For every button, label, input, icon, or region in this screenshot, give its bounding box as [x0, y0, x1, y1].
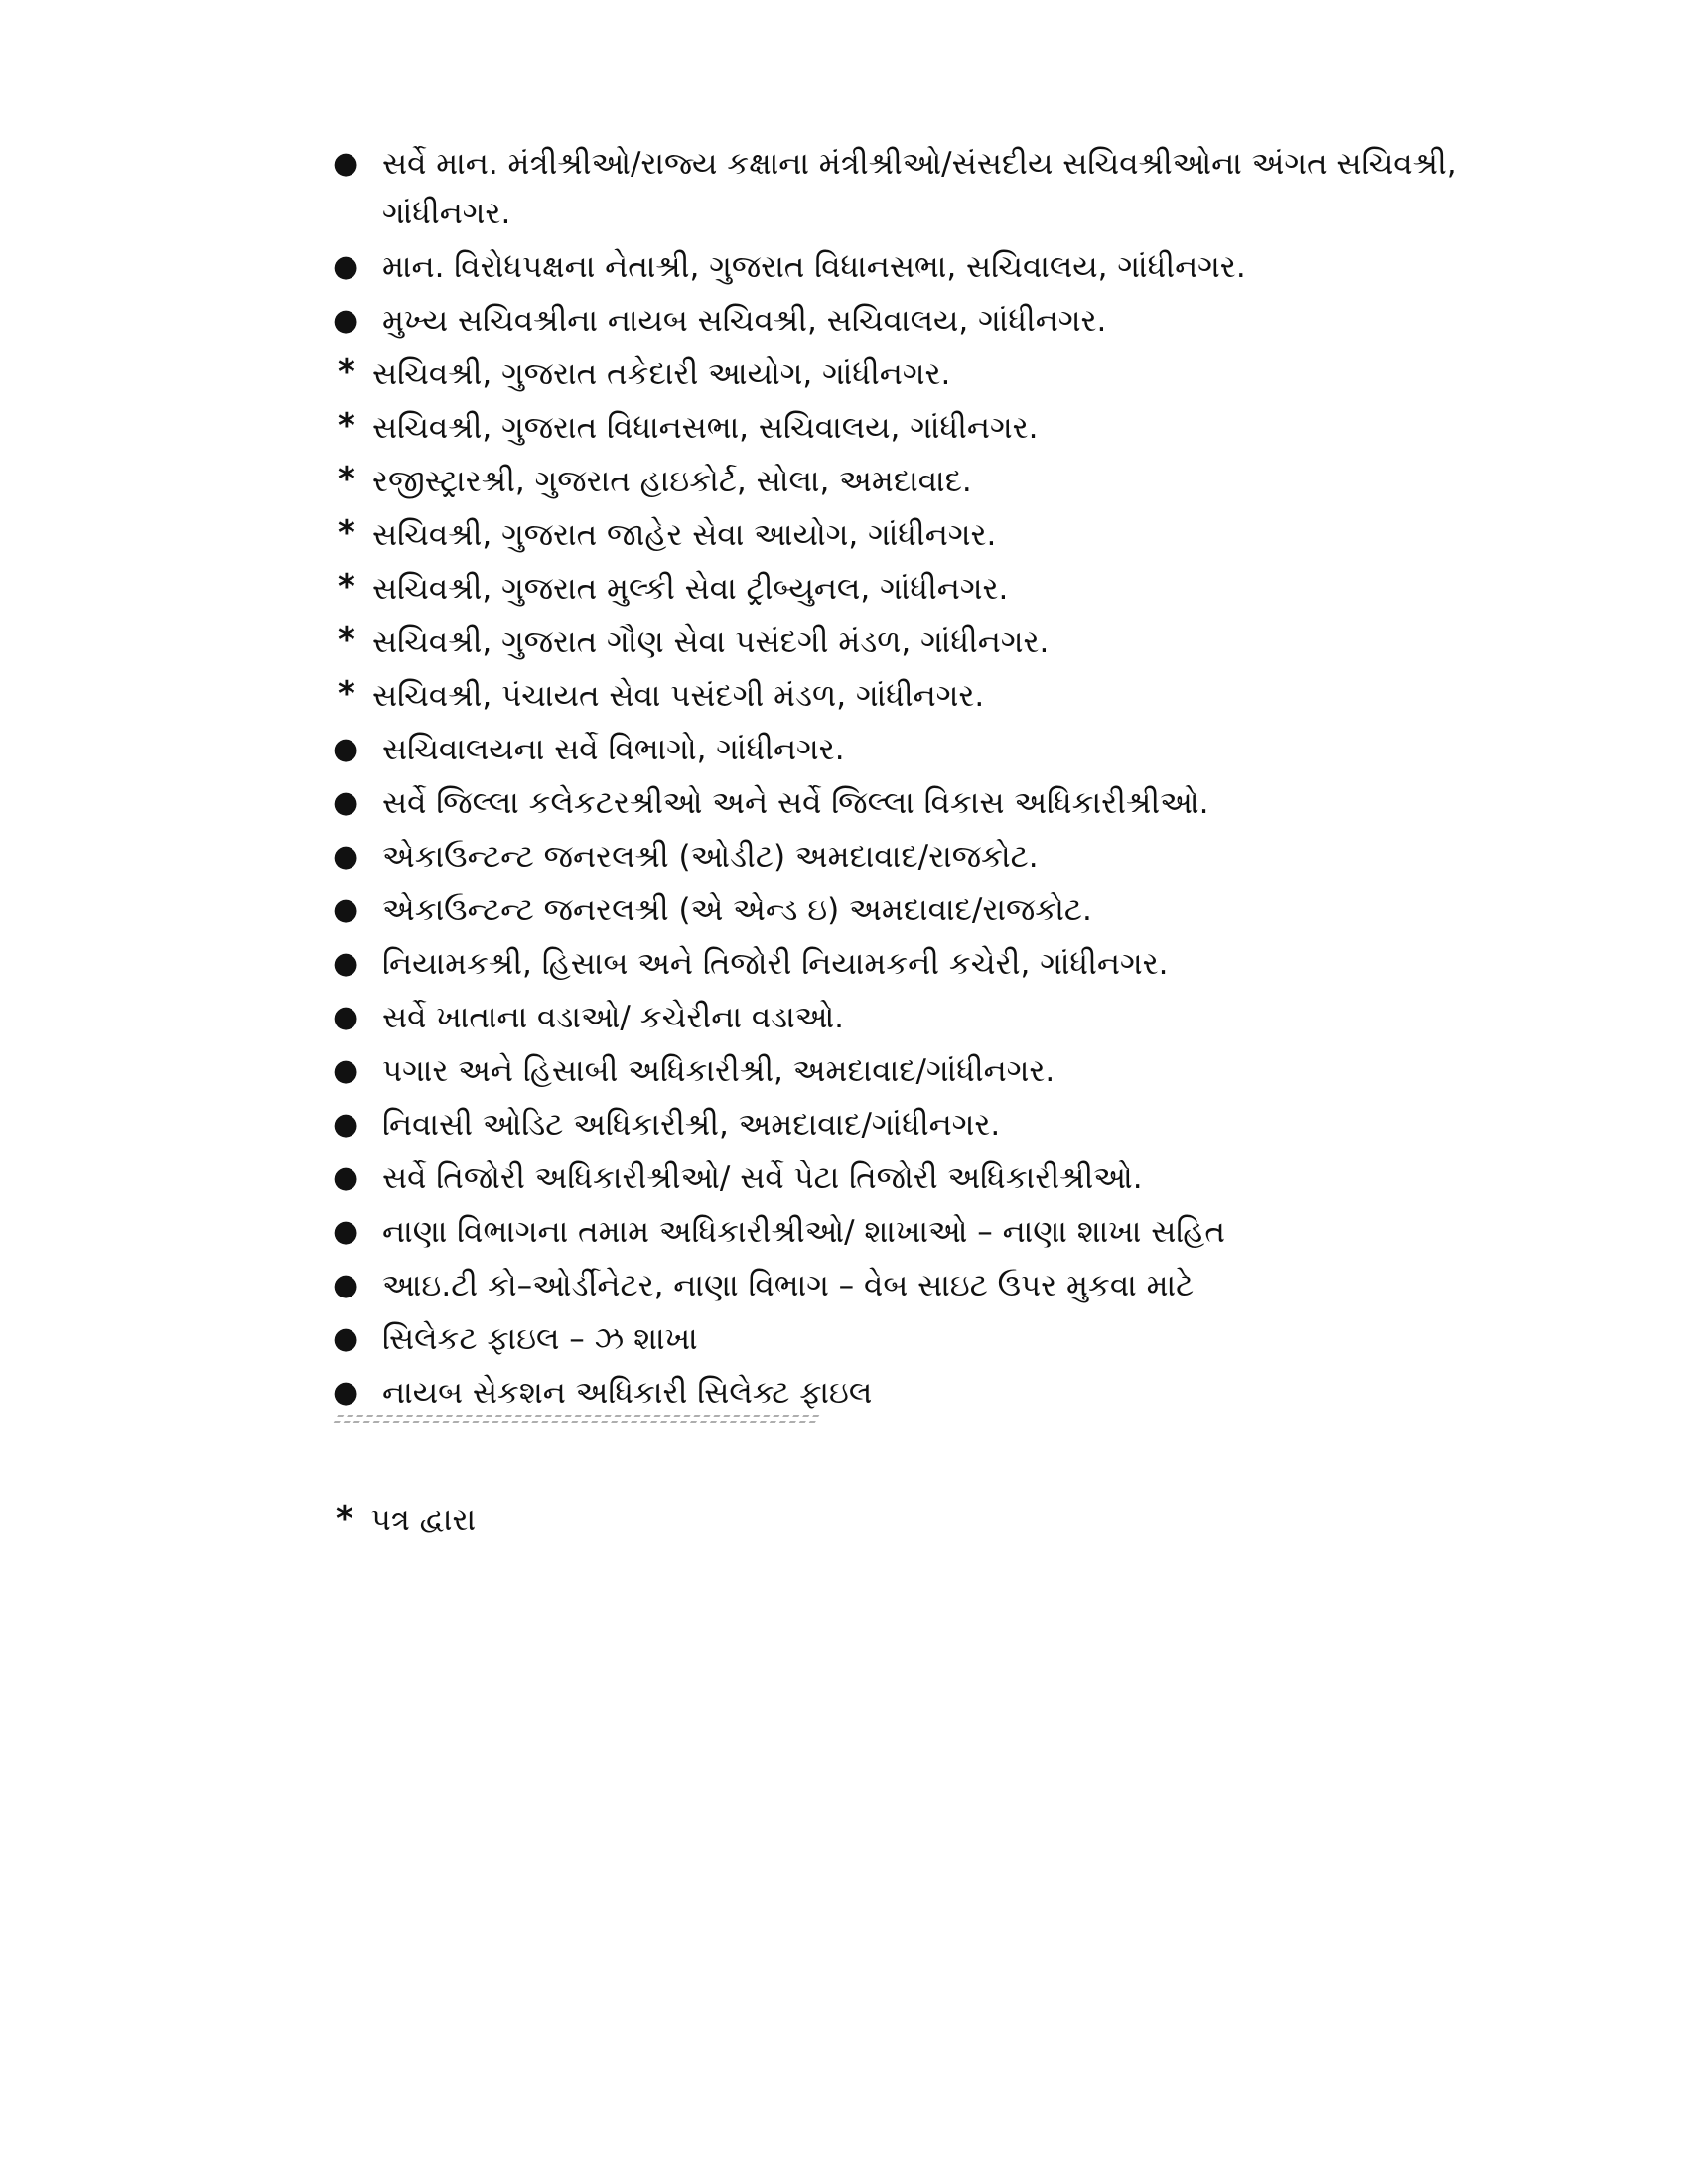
list-item: [333, 1205, 1564, 1259]
bullet-marker: ●: [333, 1000, 359, 1034]
list-item-text: મુખ્ય સચિવશ્રીના નાયબ સચિવશ્રી, સચિવાલય, ગાંધીનગર.: [382, 303, 1107, 339]
list-item: [333, 723, 1564, 776]
bullet-marker: ●: [333, 1375, 359, 1410]
list-item: [333, 1259, 1564, 1312]
bullet-marker: ●: [333, 785, 359, 820]
dashed-separator: [334, 1415, 820, 1423]
list-item-text: રજીસ્ટ્રારશ્રી, ગુજરાત હાઇકોર્ટ, સોલા, અમદાવાદ.: [372, 464, 972, 499]
bullet-marker: ●: [333, 146, 359, 181]
list-item-text: માન. વિરોધપક્ષના નેતાશ્રી, ગુજરાત વિધાનસભા, સચિવાલય, ગાંધીનગર.: [382, 249, 1246, 285]
list-item: [333, 294, 1564, 347]
bullet-marker: ●: [333, 732, 359, 766]
list-item: [333, 455, 1564, 508]
list-item-text: એકાઉન્ટન્ટ જનરલશ્રી (ઓડીટ) અમદાવાદ/રાજકોટ.: [382, 839, 1039, 875]
list-item: [333, 1098, 1564, 1152]
bullet-marker: ●: [333, 892, 359, 927]
list-item-text: સર્વે માન. મંત્રીશ્રીઓ/રાજ્ય કક્ષાના મંત્રીશ્રીઓ/સંસદીય સચિવશ્રીઓના અંગત સચિવશ્રી, ગાંધીનગર.: [382, 146, 1457, 231]
list-item-text: નાણા વિભાગના તમામ અધિકારીશ્રીઓ/ શાખાઓ – નાણા શાખા સહિત: [382, 1214, 1225, 1250]
bullet-marker: ●: [333, 1107, 359, 1142]
list-item-text: નિવાસી ઓડિટ અધિકારીશ્રી, અમદાવાદ/ગાંધીનગર.: [382, 1107, 1001, 1143]
asterisk-marker: *: [338, 567, 355, 607]
list-item-text: આઇ.ટી કો–ઓર્ડીનેટર, નાણા વિભાગ – વેબ સાઇટ ઉપર મુકવા માટે: [382, 1268, 1195, 1303]
list-item-text: સર્વે ખાતાના વડાઓ/ કચેરીના વડાઓ.: [382, 1000, 845, 1035]
list-item-text: પગાર અને હિસાબી અધિકારીશ્રી, અમદાવાદ/ગાંધીનગર.: [382, 1053, 1055, 1089]
list-item: [333, 1044, 1564, 1098]
distribution-list: [333, 139, 1564, 1420]
list-item-text: સચિવશ્રી, ગુજરાત મુલ્કી સેવા ટ્રીબ્યુનલ, ગાંધીનગર.: [372, 571, 1009, 607]
bullet-marker: ●: [333, 1214, 359, 1249]
list-item: [333, 240, 1564, 294]
list-item-text: સિલેકટ ફાઇલ – ઝ શાખા: [382, 1321, 698, 1357]
asterisk-marker: *: [338, 513, 355, 553]
asterisk-marker: *: [338, 406, 355, 446]
list-item: [333, 991, 1564, 1044]
footnote: [336, 1499, 476, 1540]
list-item: [333, 1366, 1564, 1420]
list-item: [333, 830, 1564, 884]
bullet-marker: ●: [333, 839, 359, 874]
list-item: [333, 615, 1564, 669]
asterisk-marker: *: [338, 352, 355, 392]
list-item: [333, 1312, 1564, 1366]
bullet-marker: ●: [333, 1053, 359, 1088]
list-item: [333, 508, 1564, 562]
list-item-text: એકાઉન્ટન્ટ જનરલશ્રી (એ એન્ડ ઇ) અમદાવાદ/રાજકોટ.: [382, 892, 1092, 928]
list-item-text: સચિવશ્રી, ગુજરાત તકેદારી આયોગ, ગાંધીનગર.: [372, 356, 951, 392]
list-item: [333, 1152, 1564, 1205]
bullet-marker: ●: [333, 1268, 359, 1302]
asterisk-marker: *: [338, 460, 355, 499]
list-item-text: સચિવાલયના સર્વે વિભાગો, ગાંધીનગર.: [382, 732, 845, 767]
list-item: [333, 562, 1564, 615]
list-item-text: નાયબ સેકશન અધિકારી સિલેક્ટ ફાઇલ: [382, 1375, 873, 1411]
list-item-text: સચિવશ્રી, ગુજરાત વિધાનસભા, સચિવાલય, ગાંધીનગર.: [372, 410, 1039, 446]
asterisk-marker: *: [338, 674, 355, 714]
bullet-marker: ●: [333, 249, 359, 284]
list-item: [333, 401, 1564, 455]
bullet-marker: ●: [333, 303, 359, 338]
bullet-marker: ●: [333, 1160, 359, 1195]
list-item: [333, 776, 1564, 830]
footnote-text: પત્ર દ્વારા: [370, 1502, 477, 1538]
list-item-text: સચિવશ્રી, પંચાયત સેવા પસંદગી મંડળ, ગાંધીનગર.: [372, 678, 985, 714]
asterisk-marker: *: [338, 620, 355, 660]
list-item-text: સર્વે તિજોરી અધિકારીશ્રીઓ/ સર્વે પેટા તિજોરી અધિકારીશ્રીઓ.: [382, 1160, 1143, 1196]
list-item: [333, 669, 1564, 723]
bullet-marker: ●: [333, 1321, 359, 1356]
list-item: [333, 139, 1564, 238]
list-item-text: સચિવશ્રી, ગુજરાત ગૌણ સેવા પસંદગી મંડળ, ગાંધીનગર.: [372, 624, 1050, 660]
list-item-text: સચિવશ્રી, ગુજરાત જાહેર સેવા આયોગ, ગાંધીનગર.: [372, 517, 997, 553]
list-item: [333, 884, 1564, 937]
list-item-text: નિયામકશ્રી, હિસાબ અને તિજોરી નિયામકની કચેરી, ગાંધીનગર.: [382, 946, 1169, 982]
bullet-marker: ●: [333, 946, 359, 981]
list-item-text: સર્વે જિલ્લા કલેકટરશ્રીઓ અને સર્વે જિલ્લા વિકાસ અધિકારીશ્રીઓ.: [382, 785, 1209, 821]
footnote-marker: *: [336, 1499, 353, 1539]
list-item: [333, 347, 1564, 401]
list-item: [333, 937, 1564, 991]
